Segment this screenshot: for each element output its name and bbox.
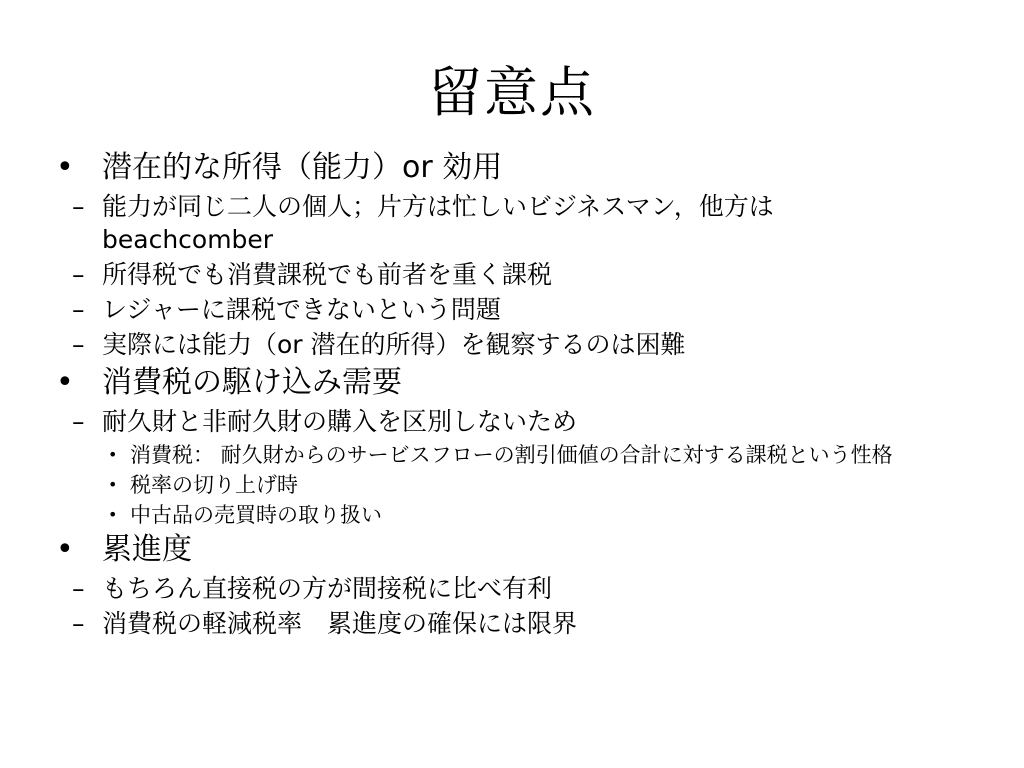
dash-icon: – <box>72 574 85 603</box>
sub-item <box>58 405 942 528</box>
small-bullet-icon: • <box>108 505 118 524</box>
sub-list <box>72 190 976 361</box>
sub-item-text: 実際には能力（or 潜在的所得）を観察するのは困難 <box>102 330 686 359</box>
sub-item <box>58 607 942 640</box>
bullet-item <box>56 148 976 361</box>
sub-item-text: 能力が同じ二人の個人；片方は忙しいビジネスマン，他方は beachcomber <box>102 192 774 254</box>
sub-item <box>58 258 942 291</box>
dash-icon: – <box>72 260 85 289</box>
sub-item-text: 所得税でも消費課税でも前者を重く課税 <box>102 260 553 289</box>
dash-icon: – <box>72 330 85 359</box>
sub-sub-item <box>106 502 930 528</box>
dash-icon: – <box>72 407 85 436</box>
sub-item <box>58 572 942 605</box>
sub-item <box>58 293 942 326</box>
small-bullet-icon: • <box>108 445 118 464</box>
bullet-item <box>56 363 976 528</box>
bullet-list <box>56 148 976 642</box>
slide-title: 留意点 <box>428 61 596 124</box>
sub-sub-item-text: 消費税： 耐久財からのサービスフローの割引価値の合計に対する課税という性格 <box>130 443 893 467</box>
sub-list <box>72 405 976 528</box>
sub-item <box>58 190 942 256</box>
bullet-dot-icon: • <box>56 365 74 400</box>
bullet-item <box>56 530 976 640</box>
bullet-dot-icon: • <box>56 150 74 185</box>
dash-icon: – <box>72 295 85 324</box>
bullet-dot-icon: • <box>56 532 74 567</box>
sub-sub-list <box>102 442 942 528</box>
sub-item-text: レジャーに課税できないという問題 <box>102 295 501 324</box>
dash-icon: – <box>72 192 85 221</box>
sub-item-text: 消費税の軽減税率 累進度の確保には限界 <box>102 609 578 638</box>
bullet-text: 消費税の駆け込み需要 <box>102 365 402 400</box>
sub-item-text: 耐久財と非耐久財の購入を区別しないため <box>102 407 578 436</box>
bullet-text: 潜在的な所得（能力）or 効用 <box>102 150 503 185</box>
sub-sub-item-text: 税率の切り上げ時 <box>130 473 298 497</box>
sub-item <box>58 328 942 361</box>
sub-item-text: もちろん直接税の方が間接税に比べ有利 <box>102 574 553 603</box>
bullet-text: 累進度 <box>102 532 192 567</box>
sub-sub-item <box>106 472 930 498</box>
sub-list <box>72 572 976 640</box>
small-bullet-icon: • <box>108 475 118 494</box>
sub-sub-item-text: 中古品の売買時の取り扱い <box>130 503 382 527</box>
sub-sub-item <box>106 442 930 468</box>
dash-icon: – <box>72 609 85 638</box>
